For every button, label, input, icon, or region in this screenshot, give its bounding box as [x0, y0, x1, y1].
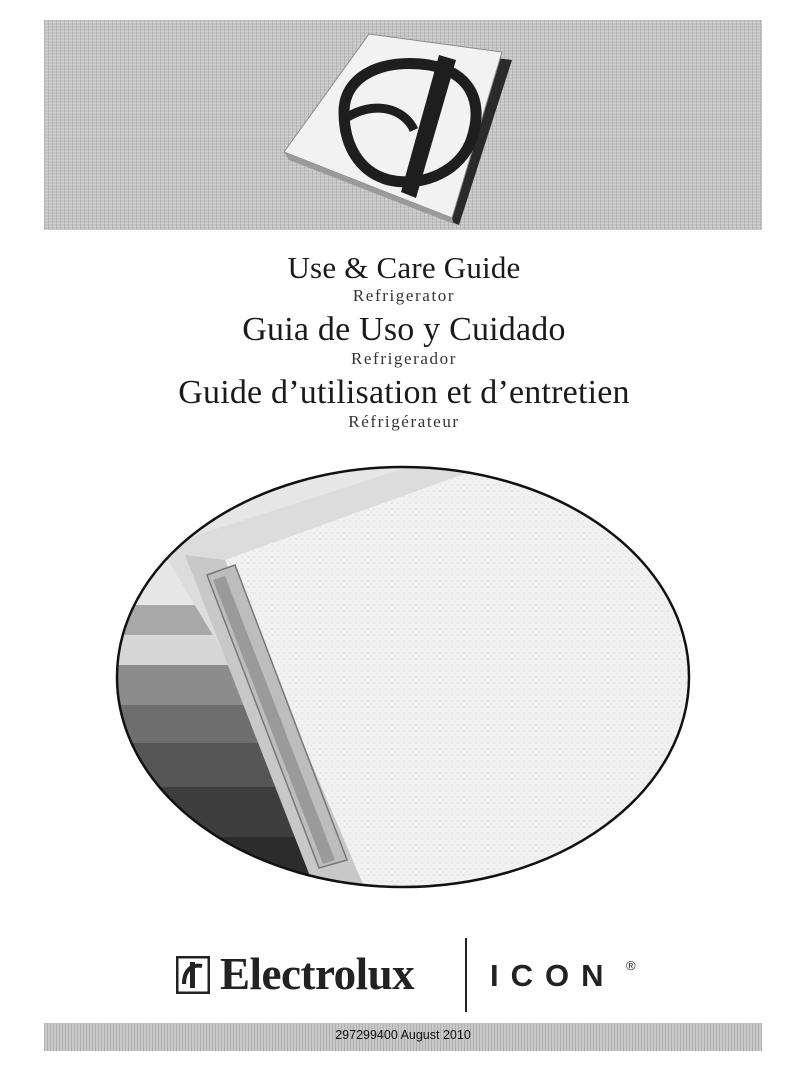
title-block: [0, 250, 808, 437]
registered-mark: ®: [626, 958, 636, 973]
header-band: [44, 20, 762, 230]
title-french: Guide d’utilisation et d’entretien: [178, 374, 630, 411]
refrigerator-door-illustration: [115, 465, 691, 889]
brand-name: Electrolux: [220, 949, 415, 999]
subtitle-french: Réfrigérateur: [348, 412, 460, 431]
brand-row: [0, 938, 808, 1018]
subtitle-english: Refrigerator: [352, 286, 456, 305]
electrolux-logo-icon: [176, 956, 210, 994]
subtitle-spanish: Refrigerador: [350, 349, 458, 368]
footer-band: [44, 1023, 762, 1051]
electrolux-emblem-icon: [44, 20, 762, 230]
brand-divider: [465, 938, 467, 1012]
product-line-wordmark: ICON: [490, 958, 616, 993]
title-english: Use & Care Guide: [287, 250, 521, 285]
title-spanish: Guia de Uso y Cuidado: [242, 311, 566, 348]
document-number-date: 297299400 August 2010: [335, 1028, 471, 1042]
